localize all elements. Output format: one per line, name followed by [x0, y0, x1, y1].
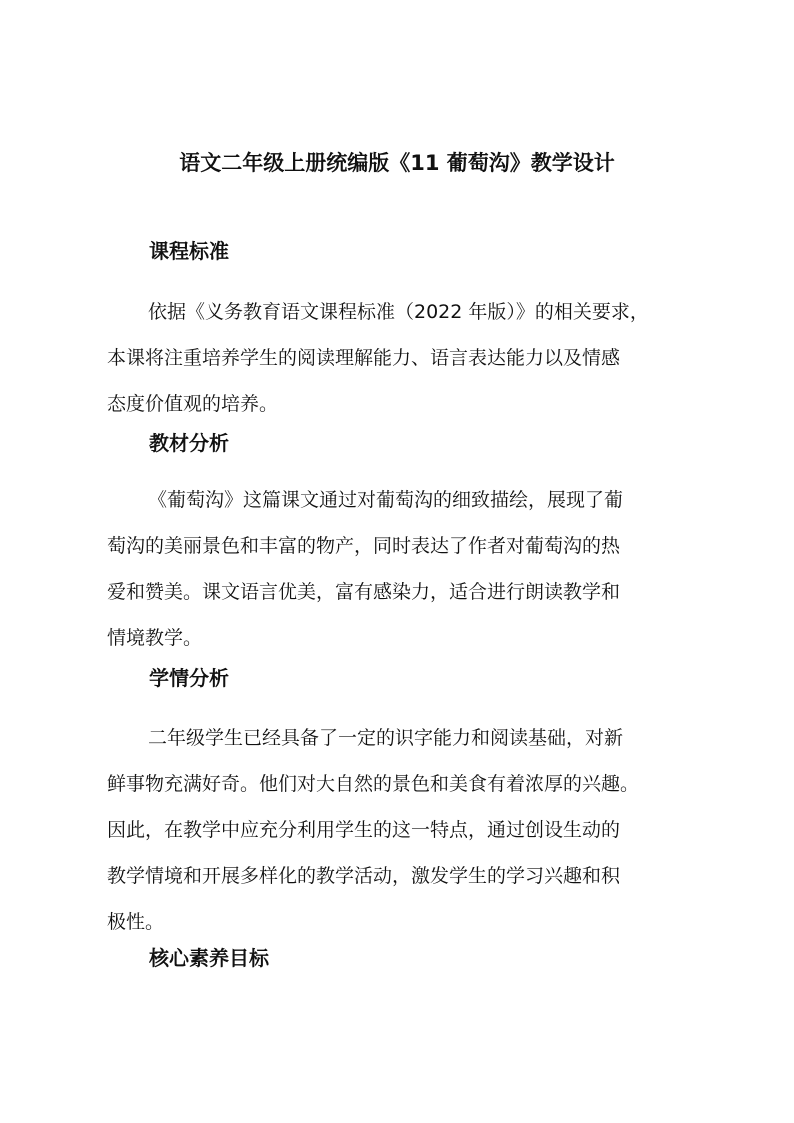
section-heading-student-analysis: 学情分析 — [149, 666, 229, 690]
section-heading-textbook-analysis: 教材分析 — [149, 431, 229, 455]
paragraph-line: 极性。 — [107, 911, 165, 933]
paragraph-line: 教学情境和开展多样化的教学活动，激发学生的学习兴趣和积 — [107, 865, 621, 887]
paragraph-line: 萄沟的美丽景色和丰富的物产，同时表达了作者对葡萄沟的热 — [107, 535, 621, 557]
document-title: 语文二年级上册统编版《11 葡萄沟》教学设计 — [179, 151, 615, 175]
paragraph-line: 因此，在教学中应充分利用学生的这一特点，通过创设生动的 — [107, 819, 621, 841]
paragraph-line: 情境教学。 — [107, 627, 203, 649]
section-heading-curriculum-standard: 课程标准 — [149, 239, 229, 263]
paragraph-line: 依据《义务教育语文课程标准（2022 年版）》的相关要求， — [148, 301, 649, 323]
section-body-student-analysis — [107, 715, 697, 945]
paragraph-line: 《葡萄沟》这篇课文通过对葡萄沟的细致描绘，展现了葡 — [148, 489, 624, 511]
paragraph-line: 态度价值观的培养。 — [107, 393, 279, 415]
paragraph-line: 爱和赞美。课文语言优美，富有感染力，适合进行朗读教学和 — [107, 581, 621, 603]
section-body-curriculum-standard — [107, 289, 697, 427]
section-heading-core-literacy-goals: 核心素养目标 — [149, 946, 269, 970]
paragraph-line: 鲜事物充满好奇。他们对大自然的景色和美食有着浓厚的兴趣。 — [107, 773, 640, 795]
section-body-textbook-analysis — [107, 477, 697, 661]
paragraph-line: 本课将注重培养学生的阅读理解能力、语言表达能力以及情感 — [107, 347, 621, 369]
paragraph-line: 二年级学生已经具备了一定的识字能力和阅读基础，对新 — [148, 727, 624, 749]
